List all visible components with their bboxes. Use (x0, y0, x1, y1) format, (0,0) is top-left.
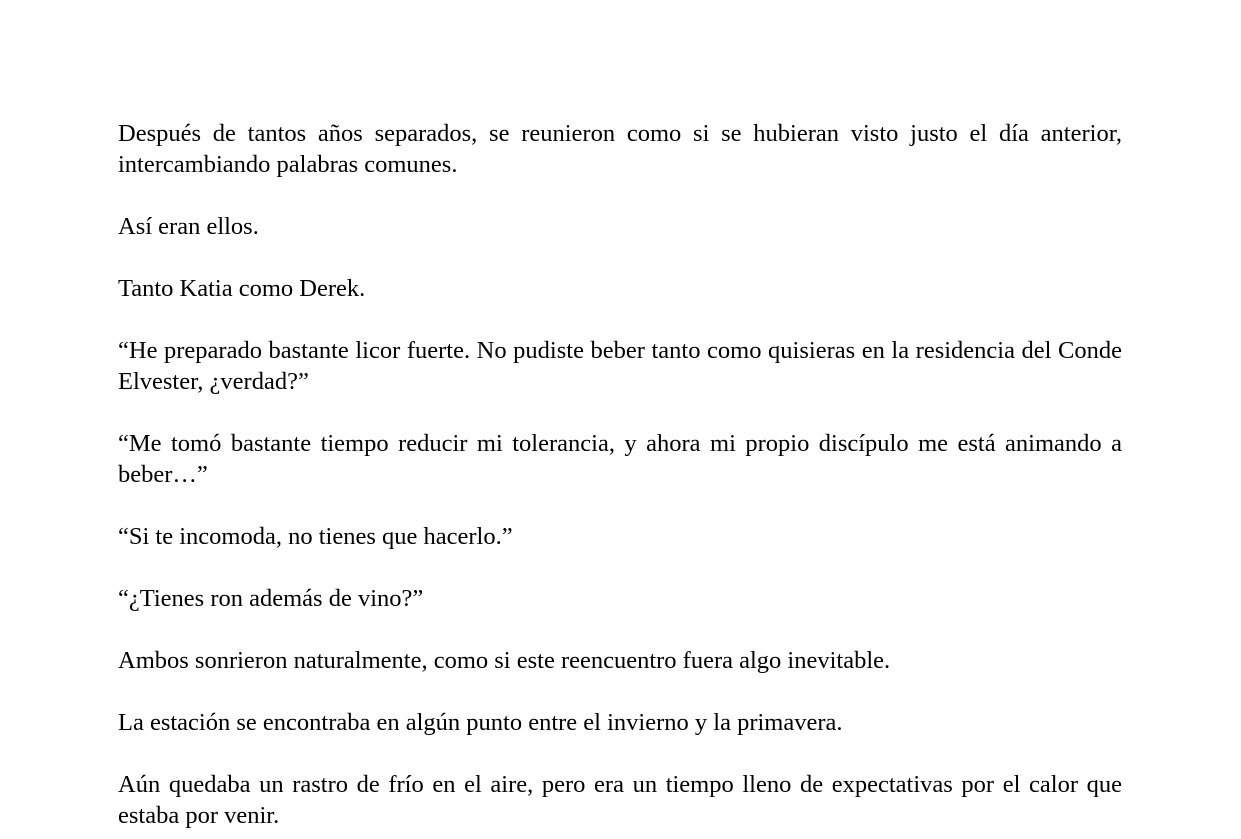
paragraph-9: La estación se encontraba en algún punto entre el invierno y la primavera. (118, 709, 843, 736)
paragraph-7: “¿Tienes ron además de vino?” (118, 585, 424, 612)
paragraph-8: Ambos sonrieron naturalmente, como si este reencuentro fuera algo inevitable. (118, 647, 891, 674)
paragraph-5: “Me tomó bastante tiempo reducir mi tolerancia, y ahora mi propio discípulo me está animando a beber…” (118, 430, 1122, 488)
paragraph-6: “Si te incomoda, no tienes que hacerlo.” (118, 523, 513, 550)
paragraph-2: Así eran ellos. (118, 213, 259, 240)
paragraph-10: Aún quedaba un rastro de frío en el aire, pero era un tiempo lleno de expectativas por el calor que estaba por venir. (118, 771, 1122, 829)
paragraph-3: Tanto Katia como Derek. (118, 275, 366, 302)
paragraph-1: Después de tantos años separados, se reunieron como si se hubieran visto justo el día anterior, intercambiando palabras comunes. (118, 120, 1122, 178)
paragraph-4: “He preparado bastante licor fuerte. No pudiste beber tanto como quisieras en la residencia del Conde Elvester, ¿verdad?” (118, 337, 1122, 395)
document-body (118, 118, 1122, 839)
